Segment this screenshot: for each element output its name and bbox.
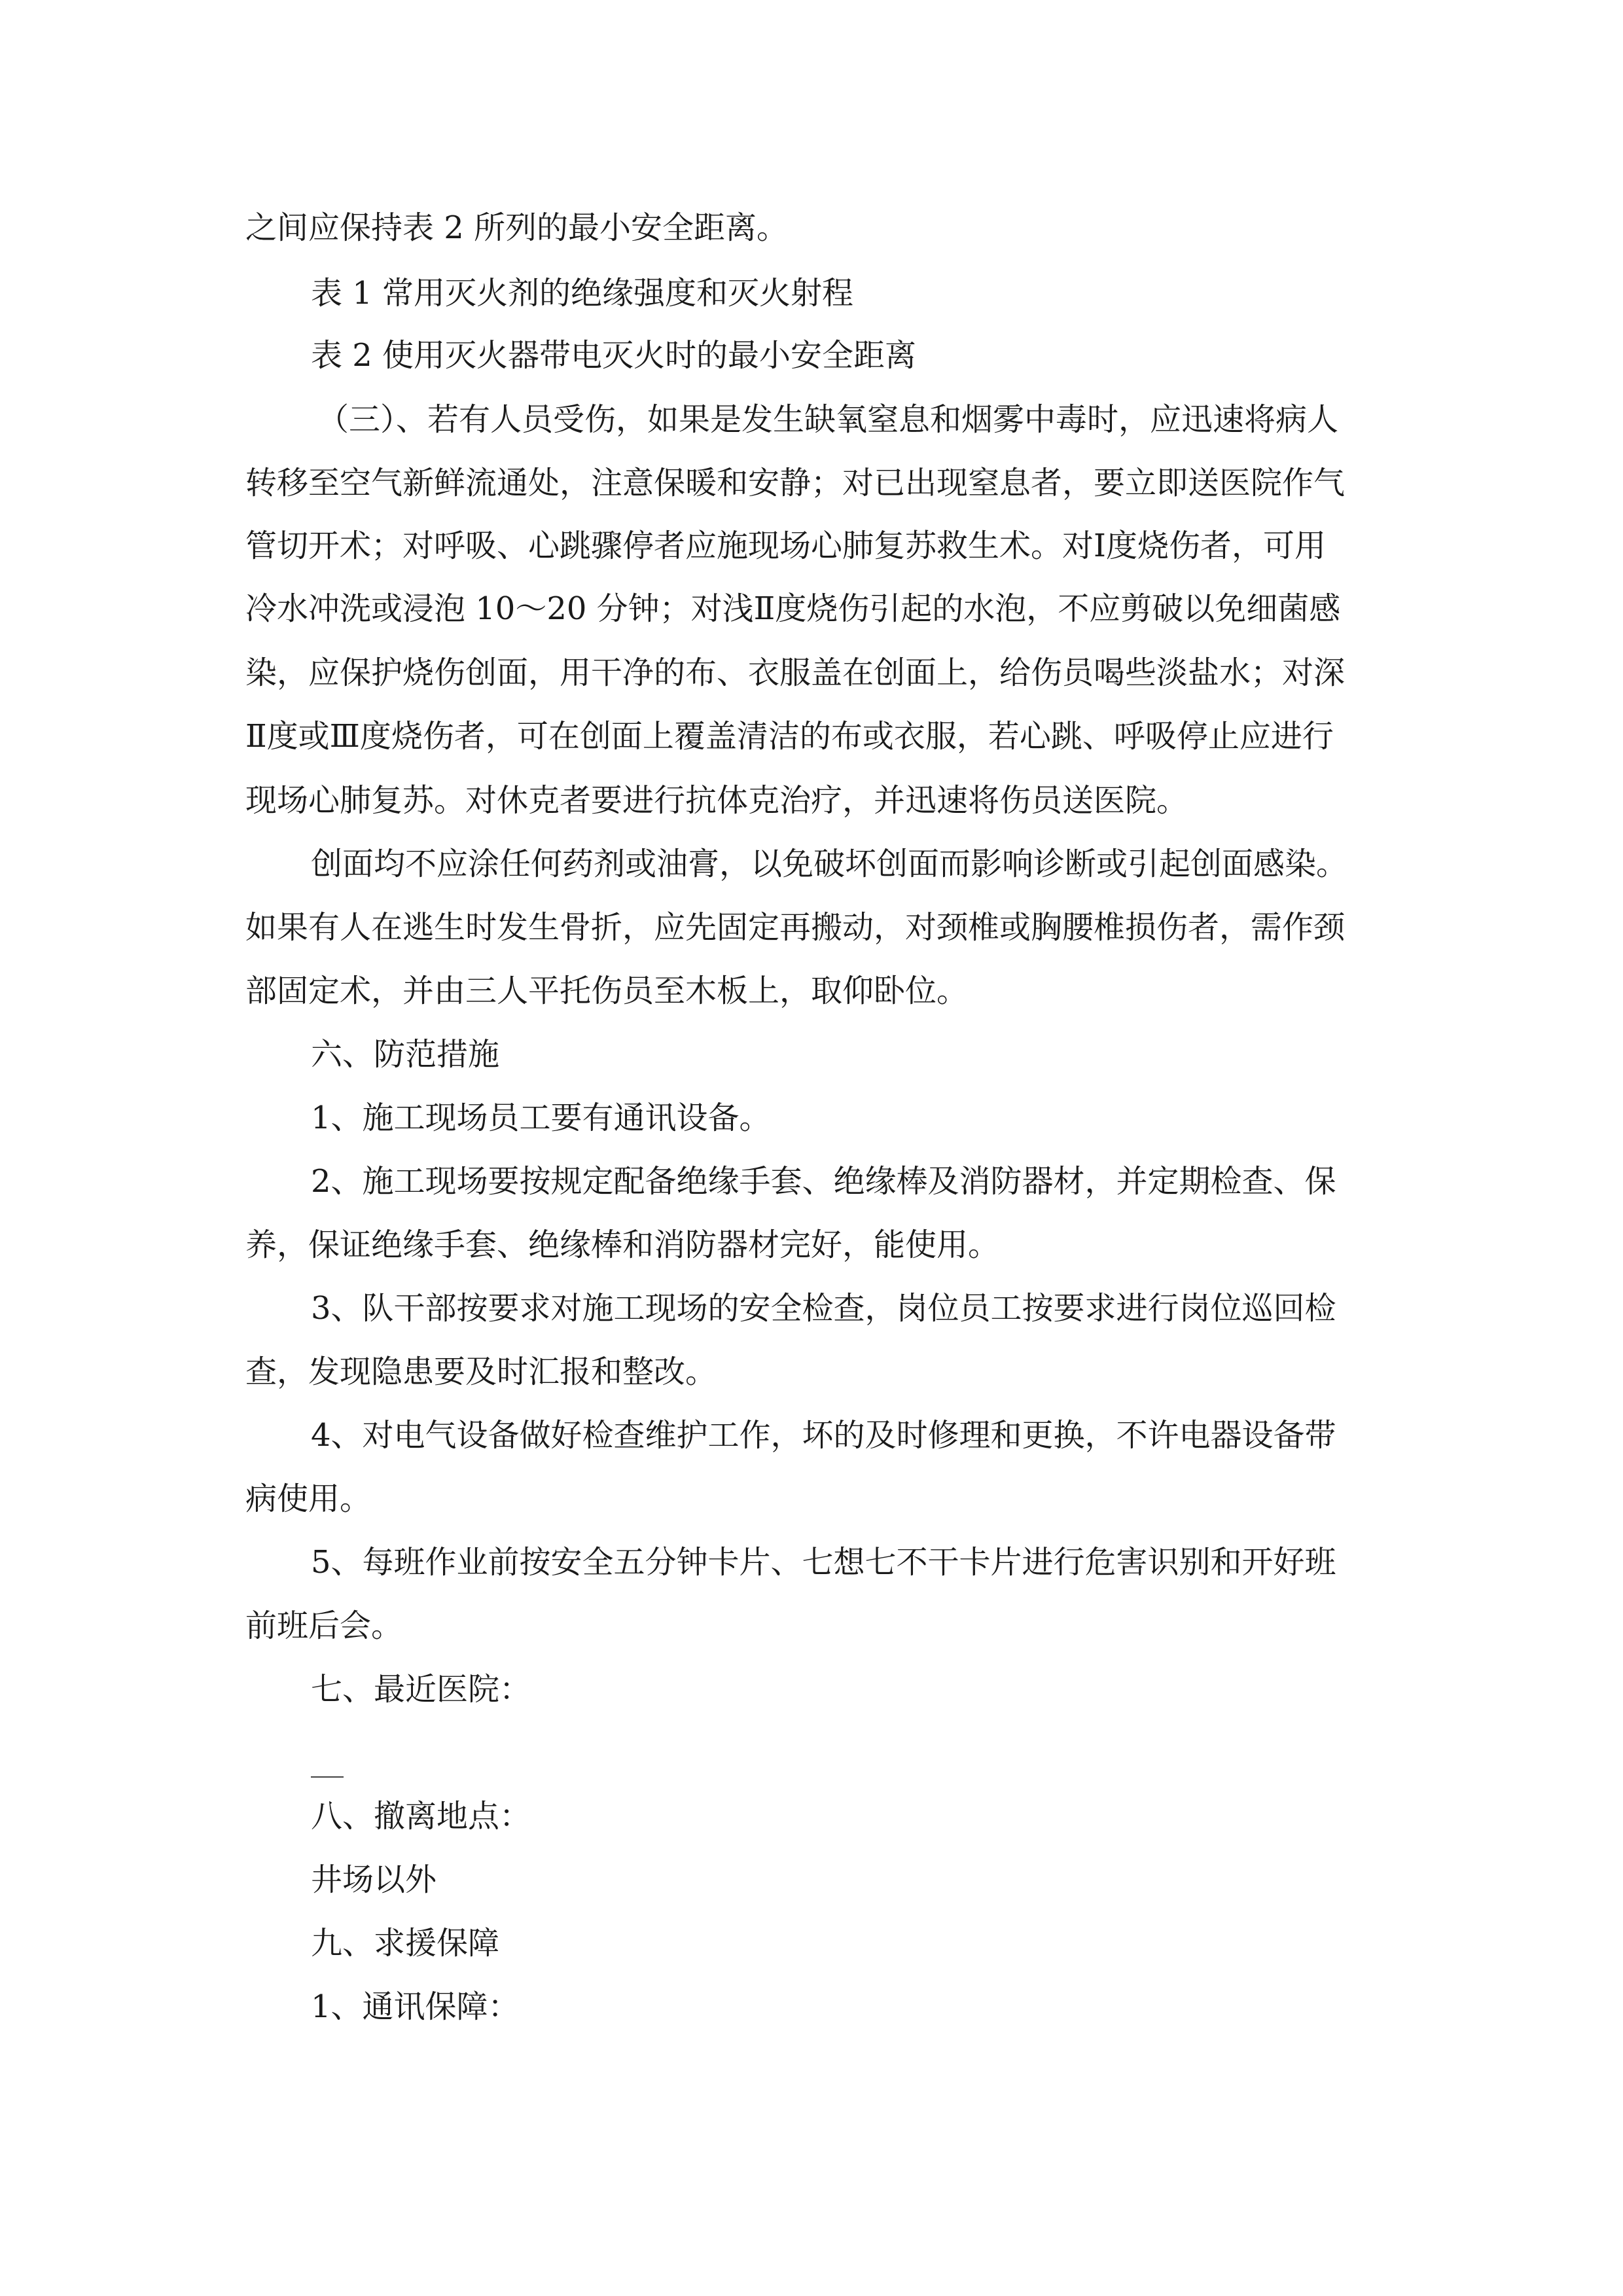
section-heading: 八、撤离地点： [311,1798,531,1835]
table-caption-1: 表 1 常用灭火剂的绝缘强度和灭火射程 [311,275,854,312]
list-item: 4、对电气设备做好检查维护工作，坏的及时修理和更换，不许电器设备带 [311,1417,1336,1454]
list-item: 5、每班作业前按安全五分钟卡片、七想七不干卡片进行危害识别和开好班 [311,1544,1336,1581]
paragraph-line: 井场以外 [311,1861,437,1898]
list-item: 1、通讯保障： [311,1988,520,2025]
paragraph-line: （三）、若有人员受伤，如果是发生缺氧窒息和烟雾中毒时，应迅速将病人 [317,401,1339,438]
paragraph-line: 管切开术；对呼吸、心跳骤停者应施现场心肺复苏救生术。对Ⅰ度烧伤者，可用 [245,528,1326,564]
paragraph-line: Ⅱ度或Ⅲ度烧伤者，可在创面上覆盖清洁的布或衣服，若心跳、呼吸停止应进行 [245,718,1334,755]
section-heading: 九、求援保障 [311,1925,500,1962]
section-heading: 七、最近医院： [311,1671,531,1708]
table-caption-2: 表 2 使用灭火器带电灭火时的最小安全距离 [311,337,917,374]
paragraph-line: 创面均不应涂任何药剂或油膏，以免破坏创面而影响诊断或引起创面感染。 [311,846,1348,882]
paragraph-line: 冷水冲洗或浸泡 10～20 分钟；对浅Ⅱ度烧伤引起的水泡，不应剪破以免细菌感 [245,590,1341,627]
list-item: 2、施工现场要按规定配备绝缘手套、绝缘棒及消防器材，并定期检查、保 [311,1163,1336,1200]
paragraph-line: 染，应保护烧伤创面，用干净的布、衣服盖在创面上，给伤员喝些淡盐水；对深 [245,655,1346,691]
list-item-continuation: 前班后会。 [245,1607,403,1644]
section-heading: 六、防范措施 [311,1036,500,1073]
list-item-continuation: 养，保证绝缘手套、绝缘棒和消防器材完好，能使用。 [245,1227,1000,1263]
list-item: 1、施工现场员工要有通讯设备。 [311,1100,771,1136]
paragraph-line: 部固定术，并由三人平托伤员至木板上，取仰卧位。 [245,973,969,1009]
blank-line-divider [311,1776,344,1778]
list-item: 3、队干部按要求对施工现场的安全检查，岗位员工按要求进行岗位巡回检 [311,1290,1336,1327]
list-item-continuation: 查，发现隐患要及时汇报和整改。 [245,1354,717,1390]
paragraph-line: 转移至空气新鲜流通处，注意保暖和安静；对已出现窒息者，要立即送医院作气 [245,465,1346,501]
paragraph-line: 如果有人在逃生时发生骨折，应先固定再搬动，对颈椎或胸腰椎损伤者，需作颈 [245,909,1346,946]
paragraph-line: 之间应保持表 2 所列的最小安全距离。 [245,209,789,246]
paragraph-line: 现场心肺复苏。对休克者要进行抗体克治疗，并迅速将伤员送医院。 [245,782,1188,819]
list-item-continuation: 病使用。 [245,1480,372,1517]
